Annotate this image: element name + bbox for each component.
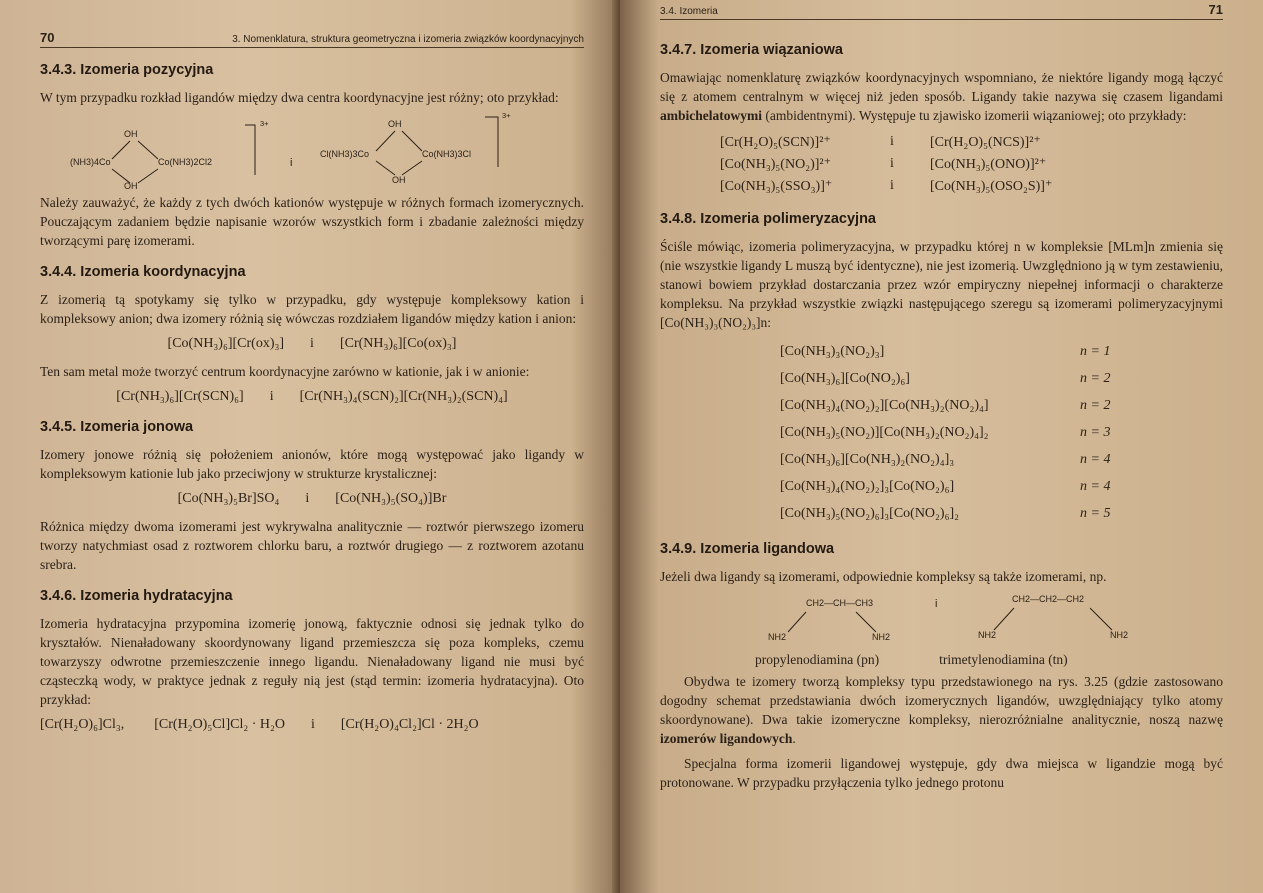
- table-cell: i: [890, 134, 894, 149]
- table-row: [780, 473, 1223, 500]
- table-cell: [Cr(H₂O)₅(NCS)]²⁺: [930, 134, 1041, 150]
- ionic-isomers-formula: [40, 491, 584, 507]
- table-cell: i: [890, 156, 894, 171]
- section-343-paragraph-1: W tym przypadku rozkład ligandów między dwa centra koordynacyjne jest różny; oto przykład:: [40, 90, 559, 105]
- table-cell: n = 1: [1080, 343, 1111, 359]
- pn-chain: CH2—CH—CH3: [806, 598, 874, 608]
- section-345-paragraph-1: Izomery jonowe różnią się położeniem anionów, które mogą występować jako ligandy w kompleksowym kationie lub jako przeciwjony w strukturze krystalicznej:: [40, 447, 584, 481]
- complex-right-group: Co(NH3)2Cl2: [158, 157, 213, 167]
- table-cell: [Co(NH₃)₅(ONO)]²⁺: [930, 156, 1047, 172]
- section-349-paragraph-2: [660, 672, 1223, 748]
- table-row: [780, 500, 1223, 527]
- complex-charge-2: 3+: [502, 111, 511, 120]
- tn-amine-2: NH2: [1110, 630, 1129, 640]
- hydration-isomers-formula: [40, 717, 584, 733]
- table-row: [720, 131, 1223, 153]
- table-row: [720, 175, 1223, 197]
- section-346-paragraph-1: Izomeria hydratacyjna przypomina izomerię jonową, faktycznie odnosi się jednak tylko do kryształów. Nienaładowany skoordynowany ligand przemieszcza się poza kompleks, czemu towarzyszy odwrotne przemieszczenie innego ligandu. Nienaładowany ligand nie musi być cząsteczką wody, w praktyce jednak z reguły nią jest (stąd termin: izomeria hydratacyjna). Oto przykład:: [40, 616, 584, 707]
- paragraph-text: (ambidentnymi). Występuje tu zjawisko izomerii wiązaniowej; oto przykłady:: [762, 108, 1187, 123]
- table-cell: i: [890, 178, 894, 193]
- coordination-isomers-formula-1: [40, 336, 584, 352]
- formula-part: [Co(NH₃)₅Br]SO₄: [177, 491, 280, 506]
- right-page: [620, 0, 1263, 893]
- pn-amine-1: NH2: [768, 632, 787, 642]
- table-row: [780, 392, 1223, 419]
- term-ambichelatowymi: ambichelatowymi: [660, 108, 762, 123]
- formula-separator: i: [310, 717, 315, 732]
- table-cell: n = 3: [1080, 424, 1111, 440]
- table-cell: [Co(NH₃)₃(NO₂)₃]: [780, 343, 885, 359]
- table-row: [780, 446, 1223, 473]
- complex-right-group-2: Co(NH3)3Cl: [422, 149, 472, 159]
- coordination-isomers-formula-2: [40, 389, 584, 405]
- term-izomerow-ligandowych: izomerów ligandowych: [660, 731, 793, 746]
- section-344-paragraph-2: Ten sam metal może tworzyć centrum koordynacyjne zarówno w kationie, jak i w anionie:: [40, 364, 530, 379]
- bridge-oh-top-2: OH: [388, 119, 402, 129]
- polymerization-isomers-table: [780, 338, 1223, 527]
- table-cell: [Co(NH₃)₅(SSO₃)]⁺: [720, 178, 833, 194]
- table-cell: n = 2: [1080, 397, 1111, 413]
- formula-part: [Cr(NH₃)₄(SCN)₂][Cr(NH₃)₂(SCN)₄]: [299, 389, 508, 404]
- section-344-paragraph-1: Z izomerią tą spotykamy się tylko w przypadku, gdy występuje kompleksowy kation i kompleksowy anion; dwa izomery różnią się wówczas rozdziałem ligandów między kation i anion:: [40, 292, 584, 326]
- ligand-bonds: [660, 592, 1220, 652]
- formula-separator: i: [310, 336, 314, 351]
- table-cell: [Co(NH₃)₄(NO₂)₂][Co(NH₃)₂(NO₂)₄]: [780, 397, 989, 413]
- left-running-head: [40, 30, 584, 48]
- right-running-title: 3.4. Izomeria: [660, 6, 718, 17]
- formula-separator: i: [269, 389, 274, 404]
- left-page-number: 70: [40, 30, 55, 45]
- pn-amine-2: NH2: [872, 632, 891, 642]
- section-345-paragraph-2: Różnica między dwoma izomerami jest wykrywalna analitycznie — roztwór pierwszego izomeru tworzy natychmiast osad z roztworem chlorku baru, a roztwór drugiego — z roztworem azotanu srebra.: [40, 519, 584, 572]
- tn-amine-1: NH2: [978, 630, 997, 640]
- ligand-captions: [755, 652, 1223, 668]
- bridge-oh-bottom: OH: [124, 181, 138, 191]
- table-cell: [Co(NH₃)₅(OSO₂S)]⁺: [930, 178, 1053, 194]
- bridge-oh-bottom-2: OH: [392, 175, 406, 185]
- section-349-title: 3.4.9. Izomeria ligandowa: [660, 541, 835, 557]
- table-cell: n = 2: [1080, 370, 1111, 386]
- complex-separator: i: [290, 157, 293, 169]
- complex-left-group: (NH3)4Co: [70, 157, 111, 167]
- paragraph-text: Obydwa te izomery tworzą kompleksy typu przedstawionego na rys. 3.25 (gdzie zastosowano dogodny schemat przedstawiania dwóch izomerycznych ligandów, uwzględniający tylko atomy skoordynowane). Dwa takie izomeryczne kompleksy, nierozróżnialne analitycznie, noszą nazwę: [660, 674, 1223, 727]
- section-349-paragraph-1: Jeżeli dwa ligandy są izomerami, odpowiednie kompleksy są także izomerami, np.: [660, 569, 1107, 584]
- section-348-paragraph-1: Ściśle mówiąc, izomeria polimeryzacyjna, w przypadku której n w kompleksie [MLm]n zmienia się (nie wszystkie ligandy L muszą być identyczne), nie jest izomerią. Uwzględniono ją w tym zestawieniu, stanowi bowiem przykład dostarczania przez wzór empiryczny niepełnej informacji o charakterze kompleksu. Na przykład wszystkie związki następującego szeregu są izomerami polimeryzacyjnymi [Co(NH₃)₃(NO₂)₃]n:: [660, 239, 1223, 330]
- table-cell: [Co(NH₃)₆][Co(NH₃)₂(NO₂)₄]₃: [780, 451, 955, 467]
- complex-left-group-2: Cl(NH3)3Co: [320, 149, 370, 159]
- formula-part: [Co(NH₃)₅(SO₄)]Br: [335, 491, 447, 506]
- table-row: [780, 338, 1223, 365]
- paragraph-text: .: [792, 731, 796, 746]
- table-cell: n = 5: [1080, 505, 1111, 521]
- section-345-title: 3.4.5. Izomeria jonowa: [40, 419, 194, 435]
- section-344-title: 3.4.4. Izomeria koordynacyjna: [40, 264, 246, 280]
- right-running-head: [660, 2, 1223, 20]
- section-347-title: 3.4.7. Izomeria wiązaniowa: [660, 42, 843, 58]
- formula-part: [Cr(H₂O)₆]Cl₃,: [40, 717, 125, 732]
- formula-part: [Cr(H₂O)₄Cl₂]Cl · 2H₂O: [340, 717, 479, 732]
- table-cell: n = 4: [1080, 478, 1111, 494]
- table-cell: [Co(NH₃)₆][Co(NO₂)₆]: [780, 370, 910, 386]
- paragraph-text: Omawiając nomenklaturę związków koordynacyjnych wspomniano, że niektóre ligandy mogą łączyć się z atomem centralnym w więcej niż jeden sposób. Ligandy takie nazywa się czasem ligandami: [660, 70, 1223, 104]
- diamine-ligands-figure: [660, 592, 1223, 652]
- table-cell: [Co(NH₃)₅(NO₂)]²⁺: [720, 156, 831, 172]
- caption-trimethylenediamine: trimetylenodiamina (tn): [939, 652, 1068, 667]
- formula-part: [Co(NH₃)₆][Cr(ox)₃]: [167, 336, 285, 351]
- caption-propylenediamine: propylenodiamina (pn): [755, 652, 880, 667]
- linkage-isomers-table: [720, 131, 1223, 197]
- table-cell: [Co(NH₃)₄(NO₂)₂]₃[Co(NO₂)₆]: [780, 478, 955, 494]
- bridge-oh-top: OH: [124, 129, 138, 139]
- complex-bonds: [40, 113, 580, 193]
- table-cell: [Cr(H₂O)₅(SCN)]²⁺: [720, 134, 831, 150]
- formula-part: [Cr(NH₃)₆][Cr(SCN)₆]: [116, 389, 244, 404]
- dinuclear-complex-figure: [40, 113, 584, 193]
- table-row: [780, 365, 1223, 392]
- left-page: [0, 0, 620, 893]
- section-343-title: 3.4.3. Izomeria pozycyjna: [40, 62, 214, 78]
- ligand-separator: i: [935, 598, 938, 610]
- section-346-title: 3.4.6. Izomeria hydratacyjna: [40, 588, 233, 604]
- section-347-paragraph-1: [660, 68, 1223, 125]
- complex-charge: 3+: [260, 119, 269, 128]
- table-row: [720, 153, 1223, 175]
- table-cell: n = 4: [1080, 451, 1111, 467]
- table-row: [780, 419, 1223, 446]
- section-349-paragraph-3: Specjalna forma izomerii ligandowej występuje, gdy dwa miejsca w ligandzie mogą być protonowane. W przypadku przyłączenia tylko jednego protonu: [660, 756, 1223, 790]
- formula-separator: i: [305, 491, 310, 506]
- formula-part: [Cr(H₂O)₅Cl]Cl₂ · H₂O: [154, 717, 285, 732]
- table-cell: [Co(NH₃)₅(NO₂)][Co(NH₃)₂(NO₂)₄]₂: [780, 424, 989, 440]
- table-cell: [Co(NH₃)₅(NO₂)₆]₃[Co(NO₂)₆]₂: [780, 505, 960, 521]
- left-running-title: 3. Nomenklatura, struktura geometryczna i izomeria związków koordynacyjnych: [232, 34, 584, 45]
- formula-part: [Cr(NH₃)₆][Co(ox)₃]: [339, 336, 457, 351]
- section-348-title: 3.4.8. Izomeria polimeryzacyjna: [660, 211, 876, 227]
- right-page-number: 71: [1208, 2, 1223, 17]
- tn-chain: CH2—CH2—CH2: [1012, 594, 1085, 604]
- section-343-paragraph-2: Należy zauważyć, że każdy z tych dwóch kationów występuje w różnych formach izomerycznych. Pouczającym zadaniem będzie napisanie wzorów wszystkich form i zbadanie zależności między tworzącymi parę izomerami.: [40, 195, 584, 248]
